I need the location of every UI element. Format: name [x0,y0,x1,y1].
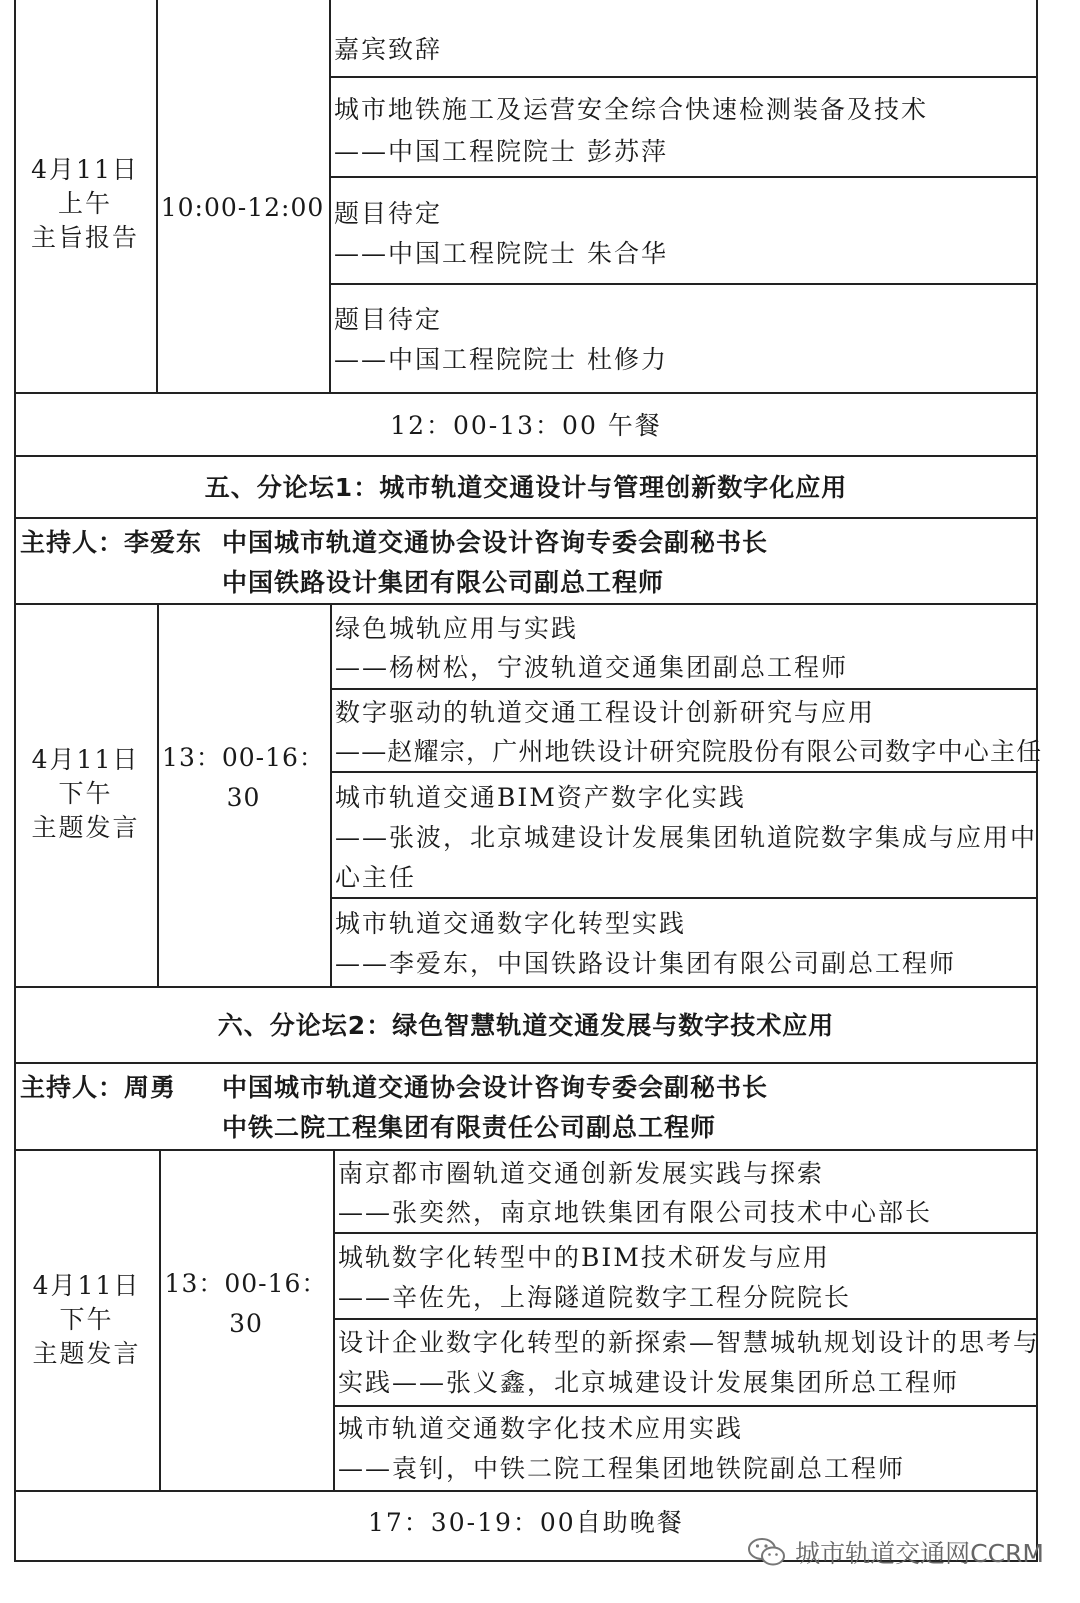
time-line: 13：00-16： [164,1269,328,1298]
item-title: 城市轨道交通数字化转型实践 [335,909,687,938]
date-line: 下午 [58,779,113,808]
item-speaker: ——中国工程院院士 杜修力 [334,345,668,374]
item-speaker: ——袁钊，中铁二院工程集团地铁院副总工程师 [338,1454,906,1483]
date-line: 主旨报告 [30,223,139,252]
watermark [747,1534,1044,1570]
item-title: 题目待定 [334,199,443,228]
dinner-row: 17：30-19：00自助晚餐 [368,1508,684,1537]
watermark-text: 城市轨道交通网CCRM [795,1539,1044,1568]
row-divider [14,1490,1038,1492]
row-divider [333,1405,1038,1407]
forum1-host-label: 主持人：李爱东 [20,528,203,557]
item-speaker: ——张奕然，南京地铁集团有限公司技术中心部长 [338,1198,933,1227]
date-line: 4月11日 [32,1271,141,1300]
date-cell [14,1266,159,1374]
row-divider [14,517,1038,519]
row-divider [14,392,1038,394]
item-title: 题目待定 [334,305,443,334]
row-divider [333,1318,1038,1320]
forum1-host-line1: 中国城市轨道交通协会设计咨询专委会副秘书长 [222,528,769,557]
item-speaker: ——中国工程院院士 朱合华 [334,239,668,268]
time-cell [159,1264,333,1344]
forum2-host-line1: 中国城市轨道交通协会设计咨询专委会副秘书长 [222,1073,769,1102]
wechat-icon [747,1536,787,1568]
forum1-host-line2: 中国铁路设计集团有限公司副总工程师 [222,568,665,597]
item-title: 数字驱动的轨道交通工程设计创新研究与应用 [335,698,876,727]
row-divider [14,603,1038,605]
item-speaker: 心主任 [335,863,417,892]
item-title: 南京都市圈轨道交通创新发展实践与探索 [338,1159,825,1188]
item-title: 嘉宾致辞 [334,35,443,64]
item-title: 绿色城轨应用与实践 [335,614,579,643]
lunch-row: 12：00-13：00 午餐 [390,411,662,440]
row-divider [329,176,1038,178]
row-divider [329,283,1038,285]
date-line: 4月11日 [31,155,139,184]
row-divider [14,986,1038,988]
row-divider [329,76,1038,78]
forum1-heading: 五、分论坛1：城市轨道交通设计与管理创新数字化应用 [204,473,848,502]
date-line: 主题发言 [32,1339,141,1368]
time-line: 13：00-16： [162,743,325,772]
forum2-host-label: 主持人：周勇 [20,1073,177,1102]
item-speaker: ——李爱东，中国铁路设计集团有限公司副总工程师 [335,949,957,978]
item-speaker: ——杨树松，宁波轨道交通集团副总工程师 [335,653,849,682]
item-title: 设计企业数字化转型的新探索—智慧城轨规划设计的思考与 [338,1328,1041,1357]
forum2-host-line2: 中铁二院工程集团有限责任公司副总工程师 [222,1113,717,1142]
time-cell [157,738,330,818]
item-speaker: ——赵耀宗，广州地铁设计研究院股份有限公司数字中心主任 [335,737,1043,766]
item-speaker: ——张波，北京城建设计发展集团轨道院数字集成与应用中 [335,823,1038,852]
row-divider [14,1149,1038,1151]
item-title: 城市地铁施工及运营安全综合快速检测装备及技术 [334,95,929,124]
row-divider [14,455,1038,457]
date-line: 上午 [57,189,112,218]
item-title: 城市轨道交通数字化技术应用实践 [338,1414,744,1443]
time-cell: 10:00-12:00 [160,193,325,222]
date-cell [14,150,156,258]
col-divider [329,0,331,392]
time-line: 30 [229,1309,263,1338]
date-line: 主题发言 [31,813,140,842]
row-divider [330,897,1038,899]
date-cell [14,740,157,848]
item-title: 城轨数字化转型中的BIM技术研发与应用 [338,1243,830,1272]
row-divider [14,1062,1038,1064]
date-line: 4月11日 [31,745,140,774]
item-speaker: 实践——张义鑫，北京城建设计发展集团所总工程师 [338,1368,960,1397]
item-speaker: ——辛佐先，上海隧道院数字工程分院院长 [338,1283,852,1312]
item-speaker: ——中国工程院院士 彭苏萍 [334,137,668,166]
time-line: 30 [226,783,261,812]
forum2-heading: 六、分论坛2：绿色智慧轨道交通发展与数字技术应用 [217,1011,835,1040]
col-divider [330,603,332,986]
date-line: 下午 [59,1305,114,1334]
item-title: 城市轨道交通BIM资产数字化实践 [335,783,746,812]
row-divider [330,688,1038,690]
